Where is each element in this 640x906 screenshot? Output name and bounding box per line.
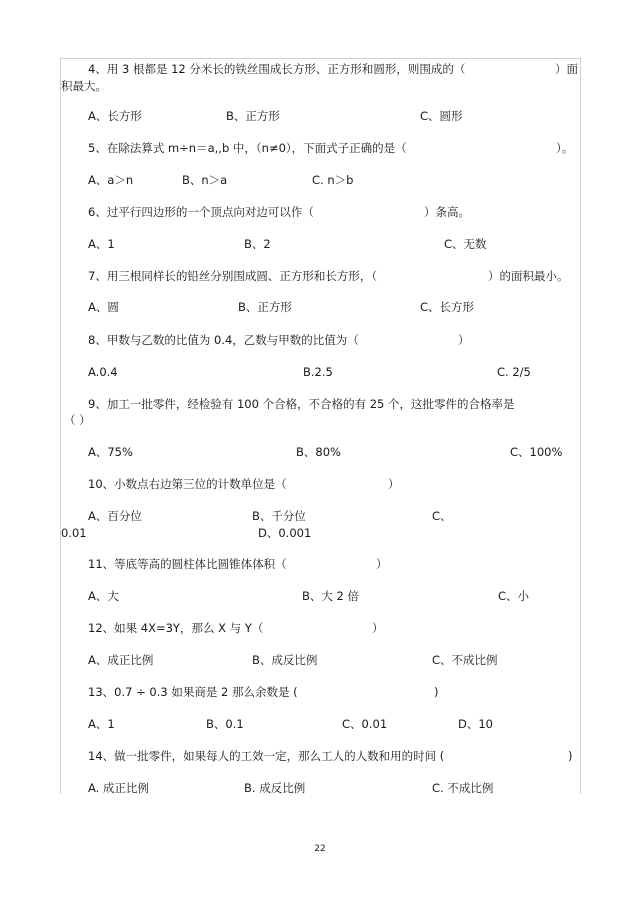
question-9-text: 9、加工一批零件，经检验有 100 个合格，不合格的有 25 个，这批零件的合格率是 xyxy=(88,397,515,411)
question-4-text: 4、用 3 根都是 12 分米长的铁丝围成长方形、正方形和圆形，则围成的（ xyxy=(88,62,466,76)
question-10-paren-close: ） xyxy=(388,477,400,491)
question-13-text: 13、0.7 ÷ 0.3 如果商是 2 那么余数是 ( xyxy=(88,685,298,699)
question-13-option-c: C、0.01 xyxy=(342,717,388,731)
question-4-option-c: C、圆形 xyxy=(420,109,463,123)
question-10-option-a: A、百分位 xyxy=(88,509,142,523)
question-8-option-c: C. 2/5 xyxy=(497,365,531,379)
question-13-option-b: B、0.1 xyxy=(206,717,244,731)
question-4-option-a: A、长方形 xyxy=(88,109,142,123)
question-7-option-b: B、正方形 xyxy=(238,300,292,314)
question-12-option-b: B、成反比例 xyxy=(252,653,318,667)
frame-line-right xyxy=(580,58,581,794)
question-14-text: 14、做一批零件，如果每人的工效一定，那么工人的人数和用的时间 ( xyxy=(88,749,445,763)
question-8-text: 8、甲数与乙数的比值为 0.4，乙数与甲数的比值为（ xyxy=(88,333,359,347)
question-12-text: 12、如果 4X=3Y，那么 X 与 Y（ xyxy=(88,621,264,635)
question-5-paren-close: ）。 xyxy=(556,141,574,155)
question-13-option-a: A、1 xyxy=(88,717,115,731)
question-12-option-c: C、不成比例 xyxy=(432,653,498,667)
question-5-option-c: C. n＞b xyxy=(312,173,354,187)
question-10-option-c-value: 0.01 xyxy=(61,526,87,540)
question-10-text: 10、小数点右边第三位的计数单位是（ xyxy=(88,477,287,491)
question-11-option-b: B、大 2 倍 xyxy=(302,589,360,603)
page-number: 22 xyxy=(314,844,326,854)
question-11-option-c: C、小 xyxy=(498,589,530,603)
question-10-option-d: D、0.001 xyxy=(258,526,312,540)
question-8-option-a: A.0.4 xyxy=(88,365,118,379)
question-9-option-c: C、100% xyxy=(510,445,563,459)
question-4-paren-close: ）面 xyxy=(555,62,578,76)
frame-line-top xyxy=(60,58,581,59)
question-12-paren-close: ） xyxy=(372,621,384,635)
question-5-option-b: B、n＞a xyxy=(182,173,228,187)
question-11-text: 11、等底等高的圆柱体比圆锥体体积（ xyxy=(88,557,287,571)
question-7-option-c: C、长方形 xyxy=(420,300,475,314)
question-14-paren-close: ) xyxy=(568,749,573,763)
question-8-paren-close: ） xyxy=(458,333,470,347)
question-11-paren-close: ） xyxy=(376,557,388,571)
question-7-option-a: A、圆 xyxy=(88,300,119,314)
question-4-option-b: B、正方形 xyxy=(226,109,280,123)
question-13-paren-close: ) xyxy=(434,685,439,699)
question-9-option-a: A、75% xyxy=(88,445,133,459)
question-6-option-a: A、1 xyxy=(88,237,115,251)
question-8-option-b: B.2.5 xyxy=(303,365,333,379)
question-12-option-a: A、成正比例 xyxy=(88,653,154,667)
question-7-text: 7、用三根同样长的铅丝分别围成圆、正方形和长方形，（ xyxy=(88,269,378,283)
question-6-text: 6、过平行四边形的一个顶点向对边可以作（ xyxy=(88,205,314,219)
question-10-option-c: C、 xyxy=(432,509,452,523)
question-14-option-c: C. 不成比例 xyxy=(432,781,494,795)
question-6-paren-close: ）条高。 xyxy=(424,205,470,219)
question-4-continuation: 积最大。 xyxy=(61,79,107,93)
question-9-answer-paren: （ ） xyxy=(64,413,91,427)
question-13-option-d: D、10 xyxy=(458,717,493,731)
question-11-option-a: A、大 xyxy=(88,589,119,603)
question-6-option-b: B、2 xyxy=(244,237,271,251)
question-6-option-c: C、无数 xyxy=(444,237,487,251)
question-10-option-b: B、千分位 xyxy=(252,509,306,523)
question-7-paren-close: ）的面积最小。 xyxy=(488,269,569,283)
frame-line-left xyxy=(60,58,61,794)
question-5-option-a: A、a＞n xyxy=(88,173,134,187)
question-14-option-a: A. 成正比例 xyxy=(88,781,149,795)
question-5-text: 5、在除法算式 m÷n＝a,,b 中，（n≠0），下面式子正确的是（ xyxy=(88,141,407,155)
question-14-option-b: B. 成反比例 xyxy=(244,781,306,795)
question-9-option-b: B、80% xyxy=(296,445,341,459)
